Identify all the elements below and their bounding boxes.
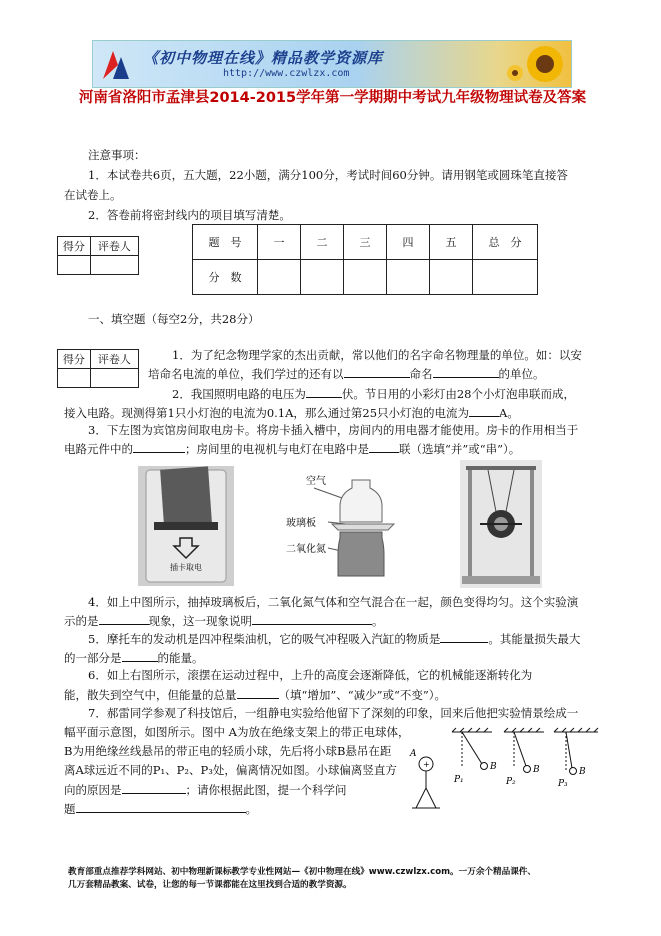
q7-line3: B为用绝缘丝线悬吊的带正电的轻质小球，先后将小球B悬吊在距 [64,744,392,758]
q7-line2: 幅平面示意图，如图所示。图中 A为放在绝缘支架上的带正电球体， [64,725,410,739]
electrostatic-figure [408,726,608,816]
q5-blank-2[interactable] [122,650,158,662]
q6-blank-1[interactable] [237,687,279,699]
p3-label: P₃ [558,779,568,789]
note-item-1: 1．本试卷共6页，五大题，22小题，满分100分，考试时间60分钟。请用钢笔或圆珠笔直接答 [88,168,568,182]
room-card-figure [138,466,234,586]
score-table-header: 二 [301,225,344,260]
ball-B-label: B [533,765,540,775]
footer-line-2: 几万套精品教案、试卷，让您的每一节课都能在这里找到合适的教学资源。 [68,880,352,890]
section-heading: 一、填空题（每空2分，共28分） [88,312,260,326]
ball-B-label: B [490,762,497,772]
q1-blank-1[interactable] [344,366,410,378]
card-label: 插卡取电 [170,563,202,572]
q3-blank-2[interactable] [369,441,399,453]
footer-line-1: 教育部重点推荐学科网站、初中物理新课标教学专业性网站—《初中物理在线》www.czwlzx.com。一万余个精品课件、 [68,867,536,877]
q7-line4: 离A球远近不同的P₁、P₂、P₃处，偏离情况如图。小球偏离竖直方 [64,763,397,777]
q5-line1: 5．摩托车的发动机是四冲程柴油机，它的吸气冲程吸入汽缸的物质是 。其能量损失最大 [88,632,581,646]
score-cell[interactable] [58,256,91,275]
score-cell[interactable] [387,260,430,295]
q1-line2: 培命名电流的单位，我们学过的还有以 命名 的单位。 [148,367,545,381]
q7-line1: 7．郝雷同学参观了科技馆后，一组静电实验给他留下了深刻的印象，回来后他把实验情景绘成一 [88,706,579,720]
q7-line6: 题 。 [64,802,257,816]
site-logo-icon [101,47,131,81]
score-cell[interactable] [301,260,344,295]
sphere-A-label: A [410,749,417,759]
grader-label: 评卷人 [90,237,138,256]
header-banner [92,40,572,88]
no2-label: 二氧化氮 [286,544,326,555]
ball-B-label: B [579,767,586,777]
diffusion-figure [284,466,404,586]
p2-label: P₂ [506,777,516,787]
q4-line1: 4．如上中图所示，抽掉玻璃板后，二氧化氮气体和空气混合在一起，颜色变得均匀。这个实验演 [88,595,579,609]
grader-box [57,349,139,388]
note-item-1-cont: 在试卷上。 [64,188,122,202]
q4-blank-2[interactable] [252,613,372,625]
grader-cell[interactable] [90,256,138,275]
p1-label: P₁ [454,775,464,785]
glass-plate-label: 玻璃板 [286,518,316,529]
score-cell[interactable] [430,260,473,295]
score-table-header: 题 号 [193,225,258,260]
q4-blank-1[interactable] [99,613,149,625]
q7-line5: 向的原因是 ；请你根据此图，提一个科学问 [64,783,347,797]
score-cell[interactable] [473,260,538,295]
score-label: 得分 [58,237,91,256]
q1-blank-2[interactable] [433,366,499,378]
q3-line1: 3．下左图为宾馆房间取电房卡。将房卡插入槽中，房间内的用电器才能使用。房卡的作用相当于 [88,423,579,437]
q3-line2: 电路元件中的 ；房间里的电视机与电灯在电路中是 联（选填“并”或“串”）。 [64,442,521,456]
q6-line1: 6．如上右图所示，滚摆在运动过程中，上升的高度会逐渐降低，它的机械能逐渐转化为 [88,668,533,682]
note-item-2: 2．答卷前将密封线内的项目填写清楚。 [88,208,291,222]
score-table [192,224,538,295]
q5-blank-1[interactable] [440,631,488,643]
grader-cell[interactable] [90,369,138,388]
q3-blank-1[interactable] [133,441,185,453]
score-cell[interactable] [58,369,91,388]
document-title: 河南省洛阳市孟津县2014-2015学年第一学期期中考试九年级物理试卷及答案 [78,90,587,106]
q2-blank-1[interactable] [306,386,342,398]
q6-line2: 能，散失到空气中，但能量的总量 （填“增加”、“减少”或“不变”）。 [64,688,447,702]
q7-blank-2[interactable] [76,801,246,813]
grader-box [57,236,139,275]
score-cell[interactable] [344,260,387,295]
q2-line2: 接入电路。现测得第1只小灯泡的电流为0.1A，那么通过第25只小灯泡的电流为 A。 [64,406,519,420]
score-table-header: 一 [258,225,301,260]
maxwell-wheel-figure [460,460,542,588]
q5-line2: 的一部分是 的能量。 [64,651,204,665]
svg-text:+: + [423,760,430,769]
banner-title: 《初中物理在线》精品教学资源库 [143,49,384,67]
page-footer [68,866,608,892]
air-label: 空气 [306,476,326,487]
score-label: 得分 [58,350,91,369]
grader-label: 评卷人 [90,350,138,369]
score-table-header: 五 [430,225,473,260]
q2-blank-2[interactable] [469,405,499,417]
q7-blank-1[interactable] [122,782,186,794]
q4-line2: 示的是 现象，这一现象说明 。 [64,614,384,628]
sunflower-icon [507,43,565,85]
banner-url[interactable]: http://www.czwlzx.com [223,68,350,79]
q1-line1: 1．为了纪念物理学家的杰出贡献，常以他们的名字命名物理量的单位。如：以安 [172,348,582,362]
score-cell[interactable] [258,260,301,295]
score-table-header: 总 分 [473,225,538,260]
q2-line1: 2．我国照明电路的电压为 伏。节日用的小彩灯由28个小灯泡串联而成， [172,387,575,401]
score-table-header: 四 [387,225,430,260]
score-row-label: 分 数 [193,260,258,295]
score-table-header: 三 [344,225,387,260]
notes-heading: 注意事项： [88,148,146,162]
